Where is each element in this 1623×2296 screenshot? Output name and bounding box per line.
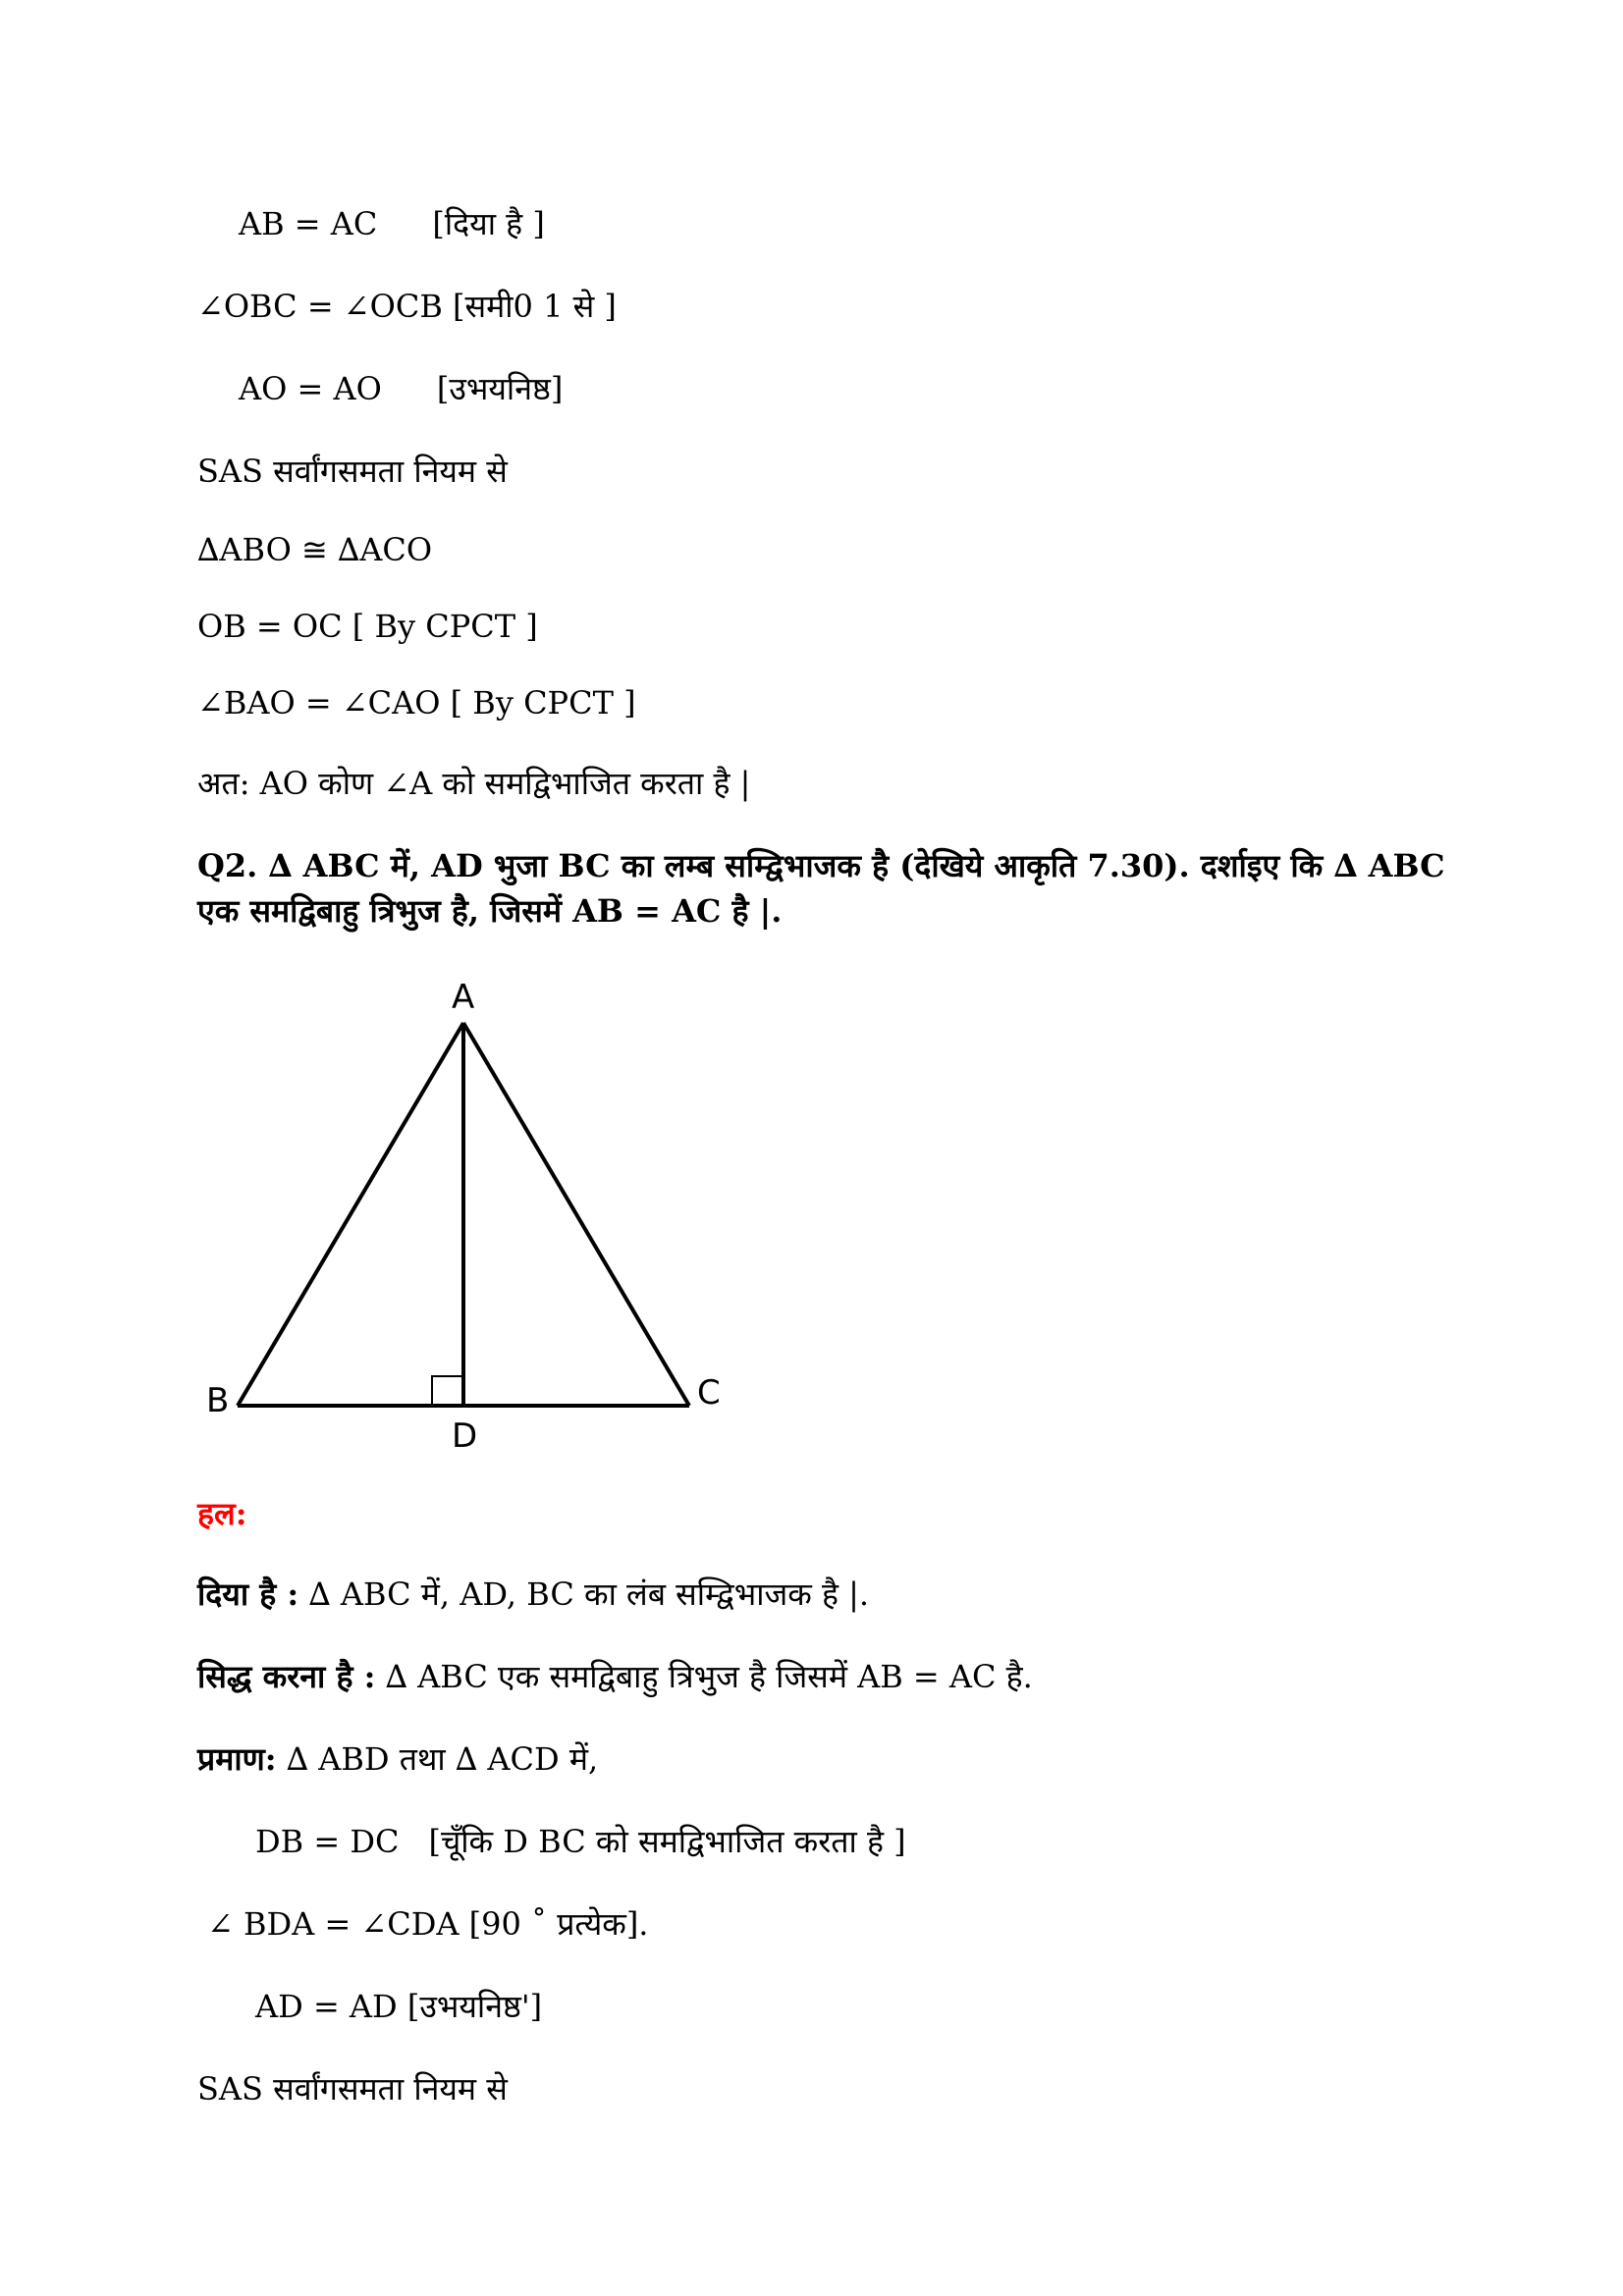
side-ab [238,1023,463,1406]
proof-line-ao-ao [239,369,563,408]
statement: AO = AO [239,370,382,407]
proof-line-sas-rule: SAS सर्वांगसमता नियम से [197,453,508,490]
proof-conclusion: अत: AO कोण ∠A को समद्विभाजित करता है | [197,765,751,802]
proof-line-bao-cao: ∠BAO = ∠CAO [ By CPCT ] [197,684,636,721]
question2-line2: एक समद्विबाहु त्रिभुज है, जिसमें AB = AC है |. [197,892,783,930]
proof-line-ab-ac [239,204,545,243]
proof-line-ob-oc: OB = OC [ By CPCT ] [197,608,538,645]
solution-line-sas-rule: SAS सर्वांगसमता नियम से [197,2070,508,2108]
vertex-label-b: B [206,1381,230,1420]
reason: [उभयनिष्ठ] [436,370,564,407]
triangle-figure [187,972,756,1463]
reason: [चूँकि D BC को समद्विभाजित करता है ] [428,1823,906,1860]
proof-intro-line [197,1739,598,1779]
proof-label: प्रमाण: [197,1740,277,1778]
solution-line-ad-ad: AD = AD [उभयनिष्ठ'] [255,1988,543,2025]
solution-heading: हल: [197,1495,247,1532]
given-text: ∆ ABC में, AD, BC का लंब सम्द्विभाजक है |. [308,1575,870,1613]
given-line [197,1575,869,1614]
given-label: दिया है : [197,1575,299,1613]
proof-text: ∆ ABD तथा ∆ ACD में, [286,1740,599,1778]
statement: AB = AC [239,205,378,242]
right-angle-mark [432,1376,463,1406]
proof-line-congruence: ∆ABO ≅ ∆ACO [197,531,433,568]
question2-line1: Q2. ∆ ABC में, AD भुजा BC का लम्ब सम्द्विभाजक है (देखिये आकृति 7.30). दर्शाइए कि ∆ ABC [197,847,1445,884]
vertex-label-d: D [452,1416,478,1456]
to-prove-line [197,1657,1033,1696]
reason: [दिया है ] [432,205,545,242]
vertex-label-c: C [697,1373,721,1413]
vertex-label-a: A [452,978,475,1017]
to-prove-text: ∆ ABC एक समद्विबाहु त्रिभुज है जिसमें AB = AC है. [385,1658,1033,1695]
proof-line-obc-ocb: ∠OBC = ∠OCB [समी0 1 से ] [197,288,617,325]
to-prove-label: सिद्ध करना है : [197,1658,376,1695]
solution-line-bda-cda: ∠ BDA = ∠CDA [90 ˚ प्रत्येक]. [207,1905,649,1943]
solution-line-db-dc [255,1822,906,1861]
statement: DB = DC [255,1823,400,1860]
side-ac [463,1023,689,1406]
